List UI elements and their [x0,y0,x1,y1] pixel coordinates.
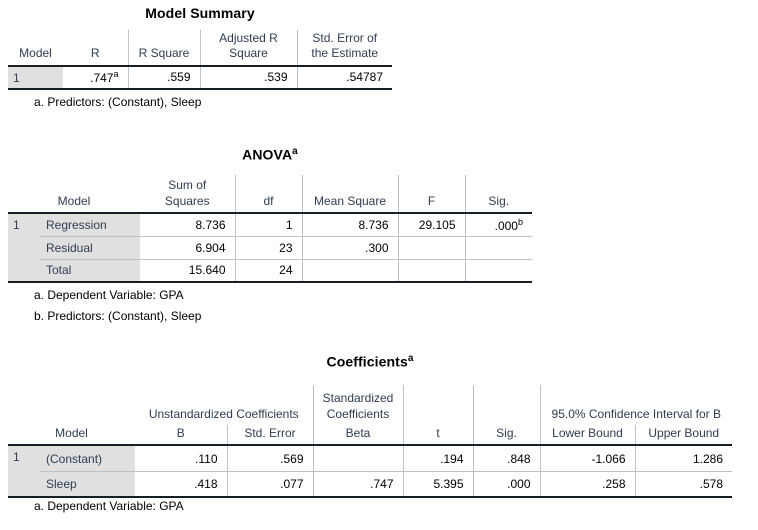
header-t: t [403,385,473,445]
cell-r-value: .747 [90,71,114,86]
header-model: Model [8,385,135,445]
footnote-mark-a: a [113,69,119,80]
table-row [8,213,532,236]
cell-sig: .848 [473,445,540,471]
header-df: df [235,175,302,213]
cell-sig [465,213,532,236]
cell-sum-of-squares: 6.904 [140,236,235,259]
coefficients-title-text: Coefficients [326,353,408,370]
table-row [8,445,732,471]
cell-f [398,236,465,259]
header-r: R [63,30,128,66]
table-row [8,471,732,497]
cell-df: 23 [235,236,302,259]
header-beta: Beta [313,425,403,445]
header-std-error-estimate: Std. Error of the Estimate [297,30,392,66]
cell-t: .194 [403,445,473,471]
cell-beta [313,445,403,471]
anova-title-text: ANOVA [242,146,293,163]
cell-t: 5.395 [403,471,473,497]
model-summary-table [8,30,392,90]
cell-std-error: .569 [227,445,313,471]
cell-mean-square: .300 [302,236,398,259]
cell-f: 29.105 [398,213,465,236]
header-sig: Sig. [465,175,532,213]
cell-upper-bound: .578 [635,471,732,497]
anova-title-footnote-mark: a [292,146,298,157]
header-model: Model [8,175,140,213]
footnote-mark-b: b [517,216,523,227]
cell-mean-square: 8.736 [302,213,398,236]
coefficients-title [8,353,732,370]
model-summary-footnote-a: a. Predictors: (Constant), Sleep [34,95,202,109]
cell-model-number: 1 [8,213,40,282]
cell-std-error: .077 [227,471,313,497]
row-label-regression: Regression [40,213,140,236]
cell-b: .418 [135,471,227,497]
group-header-standardized: Standardized Coefficients [313,385,403,425]
cell-sig [465,236,532,259]
group-header-unstandardized: Unstandardized Coefficients [148,406,299,421]
cell-r-square: .559 [128,66,200,89]
cell-lower-bound: .258 [540,471,635,497]
table-row [8,66,392,89]
cell-lower-bound: -1.066 [540,445,635,471]
header-model: Model [8,30,63,66]
model-summary-title-text: Model Summary [145,5,255,21]
cell-mean-square [302,259,398,282]
group-header-confidence-interval: 95.0% Confidence Interval for B [540,385,732,425]
anova-footnote-b: b. Predictors: (Constant), Sleep [34,309,202,323]
coefficients-table [8,385,732,498]
row-label-residual: Residual [40,236,140,259]
header-adjusted-r-square: Adjusted R Square [200,30,297,66]
header-mean-square: Mean Square [302,175,398,213]
cell-model-number: 1 [8,66,63,89]
header-sig: Sig. [473,385,540,445]
cell-adjusted-r-square: .539 [200,66,297,89]
header-f: F [398,175,465,213]
cell-df: 1 [235,213,302,236]
cell-df: 24 [235,259,302,282]
coefficients-footnote-a: a. Dependent Variable: GPA [34,499,184,513]
header-upper-bound: Upper Bound [635,425,732,445]
cell-r [63,66,128,89]
header-sum-of-squares: Sum of Squares [140,175,235,213]
header-b: B [135,425,227,445]
cell-sig: .000 [473,471,540,497]
anova-footnote-a: a. Dependent Variable: GPA [34,288,184,302]
row-label-sleep: Sleep [40,471,135,497]
table-row [8,236,532,259]
header-lower-bound: Lower Bound [540,425,635,445]
cell-sum-of-squares: 15.640 [140,259,235,282]
row-label-constant: (Constant) [40,445,135,471]
cell-model-number: 1 [8,445,40,497]
header-std-error: Std. Error [227,425,313,445]
cell-b: .110 [135,445,227,471]
row-label-total: Total [40,259,140,282]
anova-title [8,146,532,163]
cell-upper-bound: 1.286 [635,445,732,471]
header-r-square: R Square [128,30,200,66]
model-summary-title [8,5,392,21]
cell-beta: .747 [313,471,403,497]
cell-sum-of-squares: 8.736 [140,213,235,236]
cell-f [398,259,465,282]
anova-table [8,175,532,283]
cell-std-error-estimate: .54787 [297,66,392,89]
coefficients-title-footnote-mark: a [407,353,414,364]
cell-sig-value: .000 [494,218,518,233]
cell-sig [465,259,532,282]
table-row [8,259,532,282]
